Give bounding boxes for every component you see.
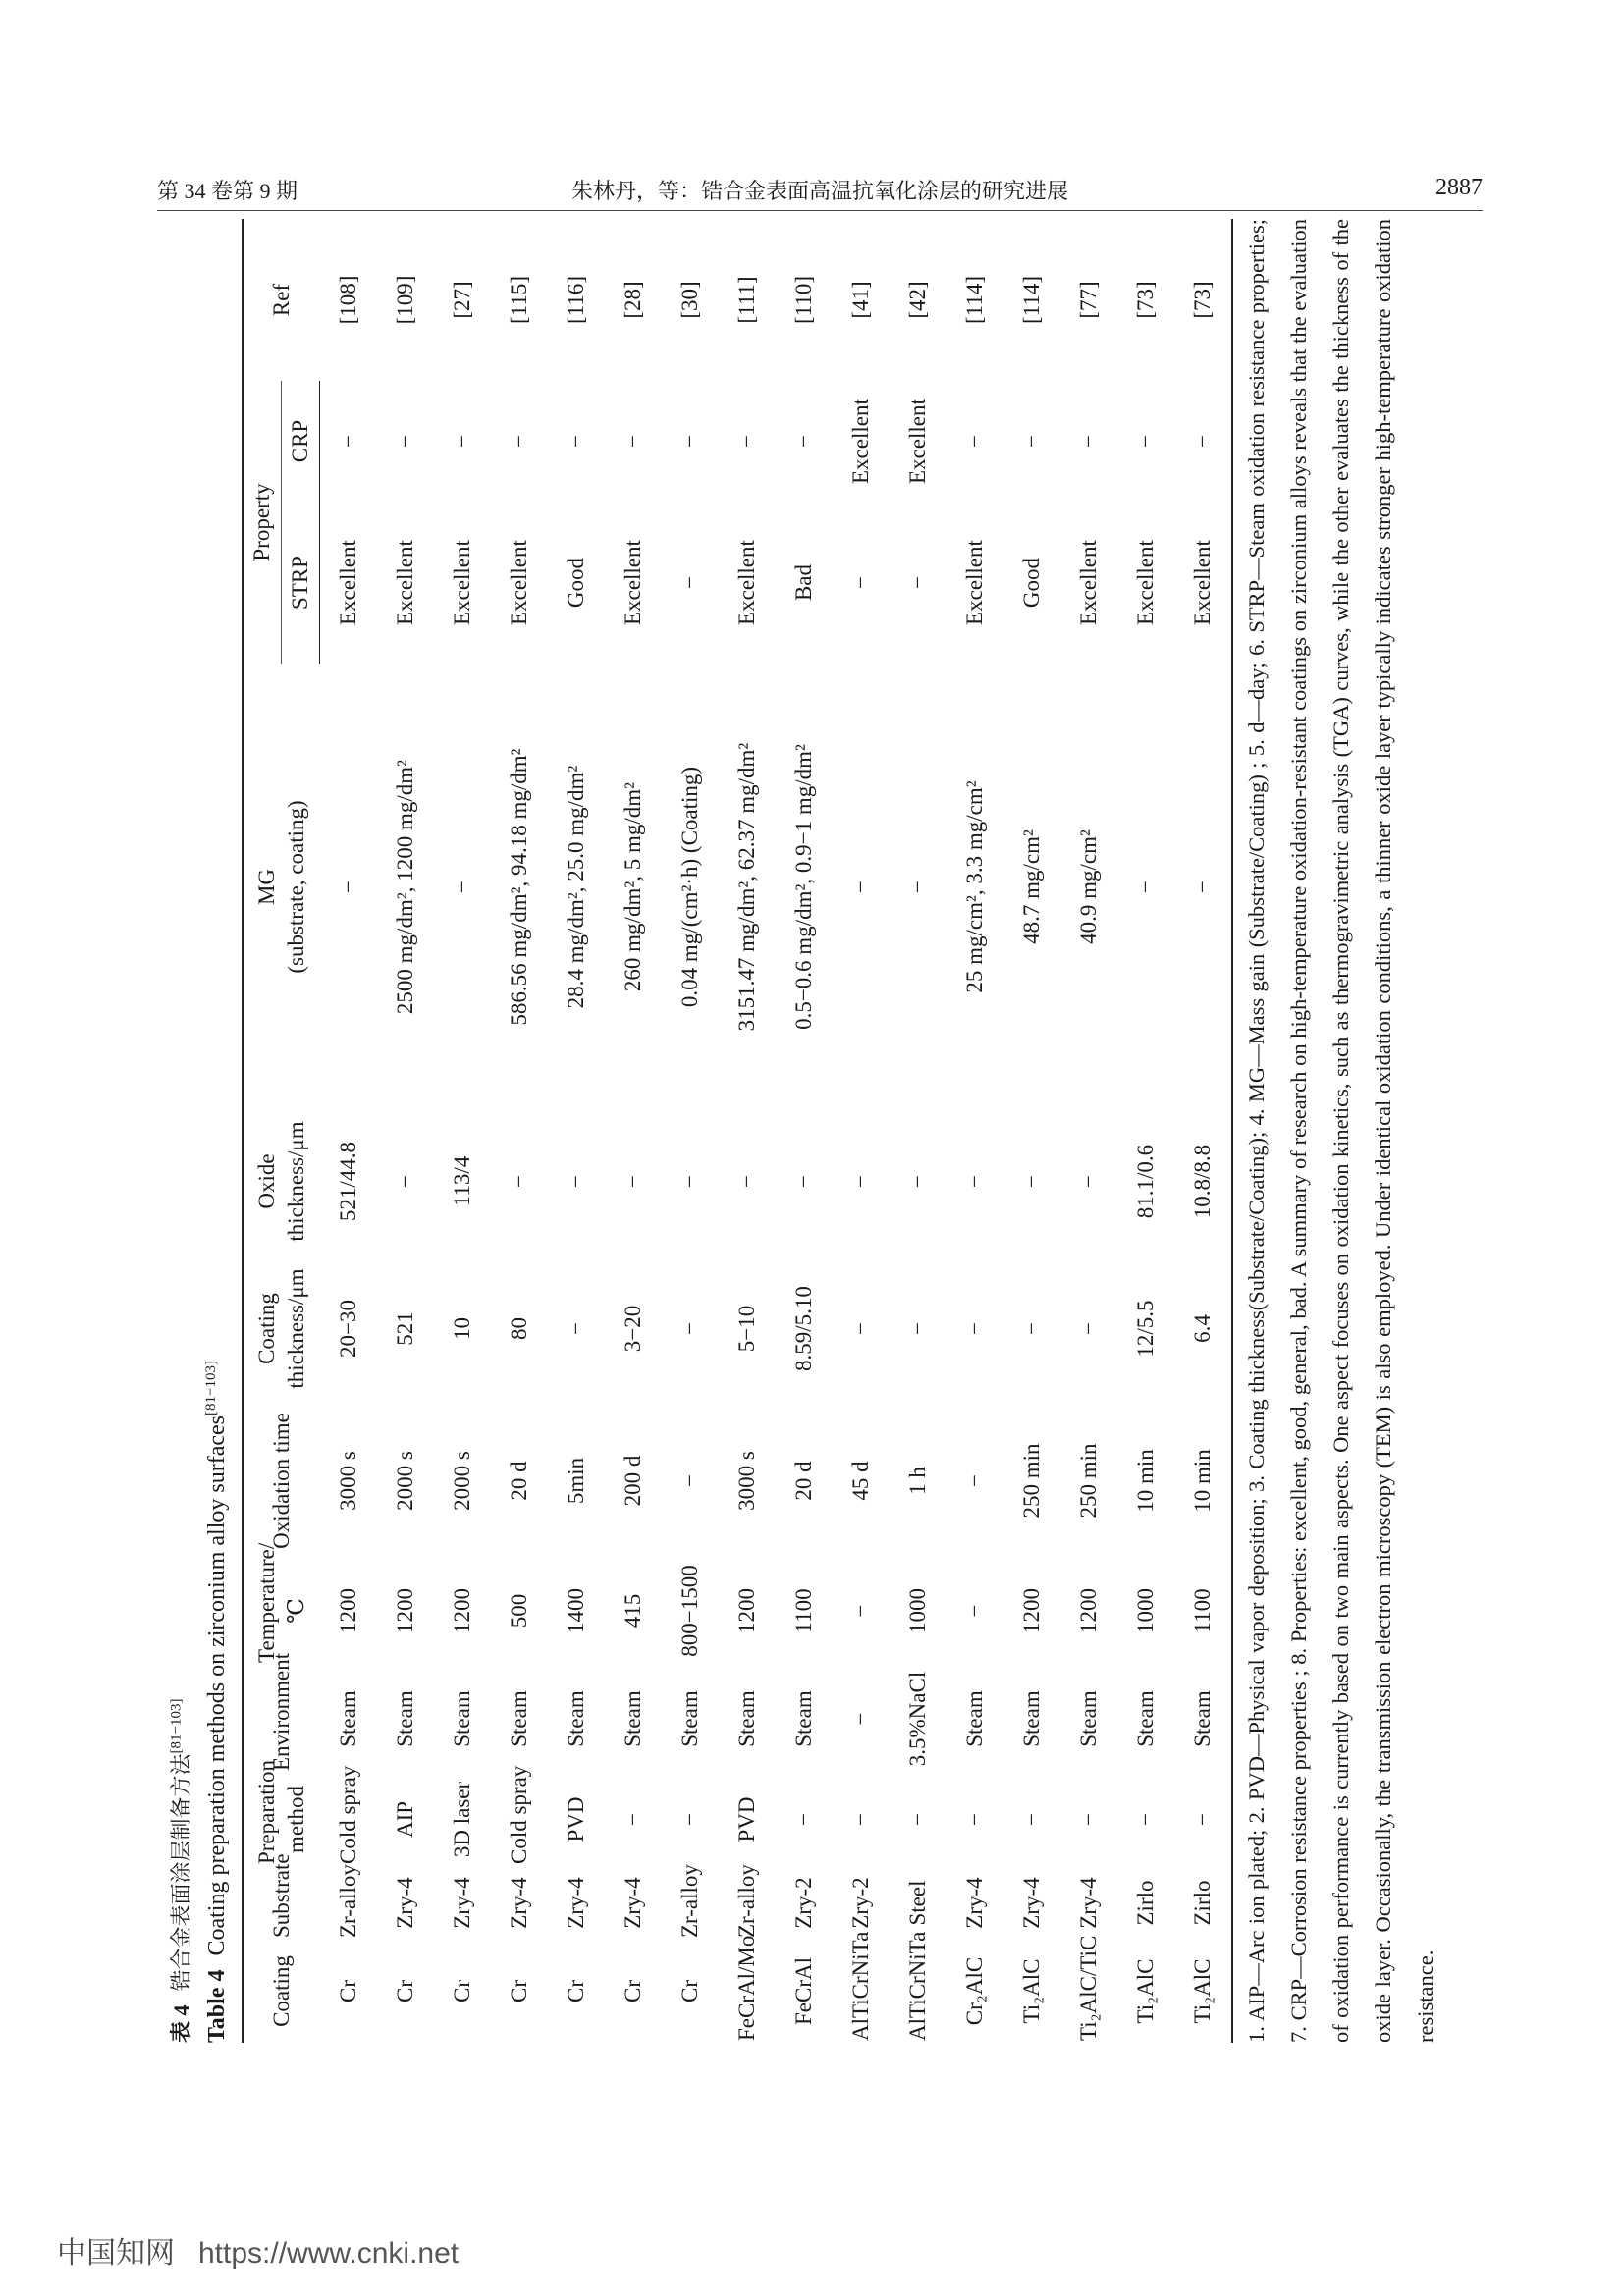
cell-ref: [41]: [848, 281, 873, 319]
cell-ot: 81.1/0.6: [1133, 1144, 1158, 1219]
cell-temp: 1200: [734, 1588, 759, 1633]
table-row: [833, 219, 890, 2043]
coating-table: [242, 219, 1233, 2043]
rotated-table-area: [165, 219, 1458, 2043]
cell-env: Steam: [1076, 1690, 1101, 1747]
cell-temp: −: [848, 1604, 873, 1618]
cell-crp: −: [1174, 381, 1232, 502]
cell-strp: Excellent: [1076, 540, 1101, 625]
cell-strp: Excellent: [336, 540, 360, 625]
cell-ct: 6.4: [1174, 1253, 1232, 1405]
cell-temp: 1200: [450, 1588, 474, 1633]
cell-method: AIP: [393, 1800, 417, 1839]
cell-ot: 113/4: [450, 1155, 474, 1207]
cell-substrate: Zr-alloy: [335, 1864, 360, 1938]
cell-mg: 260 mg/dm², 5 mg/dm²: [621, 781, 645, 992]
col-strp: STRP: [282, 502, 320, 664]
caption-zh-ref: [81−103]: [168, 1698, 185, 1754]
col-coating-thickness: Coating thickness/μm: [243, 1253, 320, 1405]
cell-ot: −: [791, 1175, 816, 1188]
journal-volume: 第 34 卷第 9 期: [157, 179, 298, 203]
cell-ct: 12/5.5: [1133, 1300, 1158, 1358]
cell-strp: Good: [564, 557, 588, 609]
cell-crp: Excellent: [905, 399, 930, 484]
cell-mg: 40.9 mg/cm²: [1076, 829, 1101, 944]
col-ref: Ref: [243, 219, 320, 381]
cell-env: Steam: [335, 1690, 360, 1747]
cell-mg: −: [1133, 881, 1158, 893]
cell-ref: [28]: [621, 281, 645, 319]
cell-temp: 1000: [905, 1588, 930, 1633]
caption-en-label: Table 4: [204, 1969, 230, 2043]
cell-strp: −: [905, 576, 930, 589]
cell-time: 45 d: [848, 1461, 873, 1501]
cell-substrate: Zry-4: [393, 1877, 417, 1929]
cell-ct: 5−10: [734, 1305, 759, 1353]
table-row: [320, 219, 378, 2043]
cell-strp: −: [677, 576, 702, 589]
col-oxidation-time: Oxidation time: [243, 1405, 320, 1557]
col-crp: CRP: [282, 381, 320, 502]
cell-crp: −: [336, 435, 360, 448]
cell-temp: 1200: [1076, 1588, 1101, 1633]
cell-crp: −: [791, 435, 816, 448]
cell-crp: −: [1133, 435, 1158, 448]
cell-env: Steam: [621, 1690, 645, 1747]
cell-ot: −: [1019, 1175, 1044, 1188]
cell-method: Cold spray: [335, 1765, 360, 1864]
table-row: [776, 219, 833, 2043]
cell-temp: 1100: [791, 1588, 816, 1633]
cell-mg: −: [848, 881, 873, 893]
cell-env: Steam: [507, 1690, 531, 1747]
cell-ot: −: [621, 1175, 645, 1188]
cell-crp: −: [1076, 435, 1101, 448]
cell-ref: [109]: [393, 275, 417, 325]
cell-env: Steam: [393, 1690, 417, 1747]
cell-crp: −: [507, 435, 531, 448]
cell-env: −: [848, 1712, 873, 1726]
table-row: [719, 219, 776, 2043]
cell-ref: [116]: [564, 276, 588, 324]
cell-env: Steam: [1174, 1665, 1232, 1773]
cell-crp: −: [677, 435, 702, 448]
cell-strp: Excellent: [1133, 540, 1158, 625]
cell-mg: 3151.47 mg/dm², 62.37 mg/dm²: [734, 742, 759, 1032]
caption-zh-title: 锆合金表面涂层制备方法: [169, 1753, 193, 1992]
cell-ct: 10: [450, 1317, 474, 1340]
cell-time: 10 min: [1133, 1449, 1158, 1513]
cnki-watermark: [57, 2228, 459, 2271]
cell-strp: −: [848, 576, 873, 589]
table-row: [1003, 219, 1060, 2043]
cell-strp: Excellent: [734, 540, 759, 625]
cell-mg: 25 mg/cm², 3.3 mg/cm²: [962, 780, 987, 993]
col-mass-gain: MG (substrate, coating): [243, 664, 320, 1110]
cell-ct: −: [962, 1322, 987, 1335]
cell-time: 3000 s: [335, 1451, 360, 1511]
cell-ct: −: [564, 1322, 588, 1335]
cell-crp: −: [734, 435, 759, 448]
cell-substrate: Zry-2: [848, 1877, 873, 1929]
cell-coating: Cr: [335, 1980, 360, 2002]
cell-method: −: [621, 1813, 645, 1826]
cell-mg: 0.04 mg/(cm²·h) (Coating): [677, 766, 702, 1008]
cell-mg: −: [1174, 664, 1232, 1110]
cell-mg: 48.7 mg/cm²: [1019, 829, 1044, 944]
table-row: [548, 219, 605, 2043]
cell-ct: −: [1019, 1322, 1044, 1335]
cell-method: PVD: [564, 1796, 588, 1842]
cell-ref: [42]: [905, 281, 930, 319]
cell-time: 20 d: [791, 1461, 816, 1501]
table-notes: 1. AIP—Arc ion plated; 2. PVD—Physical vapor deposition; 3. Coating thickness(Substrate/Coating); 4. MG—Mass gain (Substrate/Coating) ; 5. d—day; 6. STRP—Steam oxidation resistance properties; 7. CRP—Corrosion resistance properties ; 8. Properties: excellent, good, general, bad. A summary of research on high-temperature oxidation-resistant coatings on zirconium alloys reveals that the evaluation of oxidation performance is currently based on two main aspects. One aspect focuses on oxidation kinetics, such as thermogravimetric analysis (TGA) curves, while the other evaluates the thickness of the oxide layer. Occasionally, the transmission electron microscopy (TEM) is also employed. Under identical oxidation conditions, a thinner oxide layer typically indicates stronger high-temperature oxidation resistance.: [1244, 219, 1437, 2043]
cell-coating: AlTiCrNiTa: [848, 1931, 873, 2041]
cell-ct: −: [1076, 1322, 1101, 1335]
table-row: [890, 219, 947, 2043]
cell-strp: Excellent: [1174, 502, 1232, 664]
cell-time: −: [962, 1474, 987, 1487]
table-row: [1060, 219, 1117, 2043]
cell-ot: −: [848, 1175, 873, 1188]
caption-en-title: Coating preparation methods on zirconium alloy surfaces: [204, 1415, 230, 1956]
cell-ct: −: [677, 1322, 702, 1335]
cell-substrate: Zry-4: [564, 1877, 588, 1929]
cell-temp: −: [962, 1604, 987, 1618]
cell-ref: [30]: [677, 281, 702, 319]
cell-ot: 10.8/8.8: [1174, 1110, 1232, 1253]
cell-mg: −: [335, 881, 360, 893]
cell-ct: 8.59/5.10: [791, 1286, 816, 1371]
cell-method: 3D laser: [450, 1781, 474, 1858]
cell-ot: −: [564, 1175, 588, 1188]
cell-substrate: Zr-alloy: [677, 1864, 702, 1938]
col-preparation: Preparation method: [243, 1773, 320, 1866]
cell-temp: 415: [621, 1593, 645, 1629]
cell-strp: Excellent: [393, 540, 417, 625]
cell-ref: [110]: [791, 276, 816, 324]
cell-ref: [111]: [734, 276, 759, 324]
cell-strp: Good: [1019, 557, 1044, 609]
cell-time: 10 min: [1174, 1405, 1232, 1557]
cell-crp: −: [564, 435, 588, 448]
cell-method: −: [1174, 1773, 1232, 1866]
cell-time: 250 min: [1076, 1443, 1101, 1519]
cell-crp: −: [450, 435, 474, 448]
cell-coating: FeCrAl/Mo: [734, 1935, 759, 2041]
cell-strp: Excellent: [962, 540, 987, 625]
cell-method: −: [1076, 1813, 1101, 1826]
cell-env: Steam: [450, 1690, 474, 1747]
cell-time: 20 d: [507, 1461, 531, 1501]
table-row: [1117, 219, 1174, 2043]
cell-substrate: Zry-4: [1076, 1877, 1101, 1929]
caption-zh-label: 表 4: [169, 2004, 193, 2043]
cell-crp: −: [962, 435, 987, 448]
cell-env: Steam: [734, 1690, 759, 1747]
cell-ct: 521: [393, 1311, 417, 1346]
cell-ref: [108]: [335, 275, 360, 325]
cell-env: Steam: [1019, 1690, 1044, 1747]
cell-temp: 1000: [1133, 1588, 1158, 1633]
cell-method: −: [962, 1813, 987, 1826]
cell-ref: [114]: [1019, 276, 1044, 324]
cell-ct: 3−20: [621, 1305, 645, 1353]
cell-ot: −: [962, 1175, 987, 1188]
cell-temp: 1200: [335, 1588, 360, 1633]
cell-coating: Ti₂AlC: [1019, 1958, 1044, 2024]
cell-substrate: Zry-4: [507, 1877, 531, 1929]
cell-ref: [114]: [962, 276, 987, 324]
caption-zh: [165, 1699, 195, 2043]
cell-strp: Excellent: [450, 540, 474, 625]
running-header: [157, 175, 1483, 204]
cell-ref: [73]: [1174, 219, 1232, 381]
table-body: [320, 219, 1233, 2043]
table-row: [377, 219, 434, 2043]
cell-temp: 500: [507, 1593, 531, 1629]
cell-time: 2000 s: [450, 1451, 474, 1511]
header-rule: [157, 210, 1483, 211]
table-row: [605, 219, 662, 2043]
cell-crp: −: [621, 435, 645, 448]
cell-method: −: [1019, 1813, 1044, 1826]
cell-substrate: Zirlo: [1133, 1880, 1158, 1926]
cell-ot: −: [507, 1175, 531, 1188]
cell-coating: AlTiCrNiTa: [905, 1931, 930, 2041]
cell-crp: Excellent: [848, 399, 873, 484]
cell-time: 1 h: [905, 1467, 930, 1495]
cell-time: 3000 s: [734, 1451, 759, 1511]
table-row: [1174, 219, 1232, 2043]
table-row: [662, 219, 719, 2043]
cell-ref: [77]: [1076, 281, 1101, 319]
col-temperature: Temperature/ ℃: [243, 1557, 320, 1665]
table-row: [434, 219, 491, 2043]
cell-env: Steam: [1133, 1690, 1158, 1747]
cell-ot: −: [393, 1175, 417, 1188]
cell-temp: 1400: [564, 1588, 588, 1633]
cell-temp: 1200: [393, 1588, 417, 1633]
cell-method: −: [791, 1813, 816, 1826]
cell-env: Steam: [564, 1690, 588, 1747]
cell-time: 250 min: [1019, 1443, 1044, 1519]
cell-temp: 1100: [1174, 1557, 1232, 1665]
col-substrate: Substrate: [243, 1866, 320, 1940]
cell-substrate: Zry-4: [1019, 1877, 1044, 1929]
col-oxide-thickness: Oxide thickness/μm: [243, 1110, 320, 1253]
cell-strp: Bad: [791, 563, 816, 602]
cell-substrate: Zry-2: [791, 1877, 816, 1929]
cell-substrate: Zr-alloy: [734, 1864, 759, 1938]
page-number: 2887: [1435, 175, 1483, 200]
cell-coating: Cr: [393, 1980, 417, 2002]
cell-ot: −: [905, 1175, 930, 1188]
cell-temp: 1200: [1019, 1588, 1044, 1633]
cell-strp: Excellent: [507, 540, 531, 625]
cell-crp: −: [1019, 435, 1044, 448]
cell-substrate: Zry-4: [450, 1877, 474, 1929]
cell-method: Cold spray: [507, 1765, 531, 1864]
cell-substrate: Steel: [905, 1880, 930, 1926]
cell-method: PVD: [734, 1796, 759, 1842]
cell-coating: Ti₂AlC: [1133, 1958, 1158, 2024]
cell-ot: −: [1076, 1175, 1101, 1188]
cell-mg: 28.4 mg/dm², 25.0 mg/dm²: [564, 765, 588, 1009]
cell-ct: −: [905, 1322, 930, 1335]
cell-ref: [115]: [507, 276, 531, 324]
cell-mg: −: [450, 881, 474, 893]
cell-env: Steam: [962, 1690, 987, 1747]
watermark-url: https://www.cnki.net: [198, 2237, 460, 2269]
cell-time: 5min: [564, 1457, 588, 1505]
cell-ot: −: [677, 1175, 702, 1188]
cell-method: −: [677, 1813, 702, 1826]
cell-time: 200 d: [621, 1455, 645, 1507]
header-row: [243, 219, 282, 2043]
table-row: [491, 219, 548, 2043]
cell-coating: Cr: [677, 1980, 702, 2002]
cell-ot: 521/44.8: [335, 1141, 360, 1222]
cell-strp: Excellent: [621, 540, 645, 625]
cell-coating: Cr₂AlC: [962, 1956, 987, 2026]
cell-method: −: [905, 1813, 930, 1826]
running-title: 朱林丹，等：锆合金表面高温抗氧化涂层的研究进展: [570, 179, 1069, 203]
cell-ct: −: [848, 1322, 873, 1335]
col-property: Property: [243, 381, 282, 664]
cell-coating: Cr: [621, 1980, 645, 2002]
cell-mg: 2500 mg/dm², 1200 mg/dm²: [393, 759, 417, 1015]
caption-en-ref: [81−103]: [203, 1361, 219, 1415]
cell-ct: 20−30: [335, 1300, 360, 1358]
col-coating: Coating: [243, 1940, 320, 2043]
cell-substrate: Zry-4: [621, 1877, 645, 1929]
cell-env: Steam: [677, 1690, 702, 1747]
cell-substrate: Zry-4: [962, 1877, 987, 1929]
cell-env: 3.5%NaCl: [905, 1671, 930, 1767]
cell-time: 2000 s: [393, 1451, 417, 1511]
cell-method: −: [1133, 1813, 1158, 1826]
cell-method: −: [848, 1813, 873, 1826]
col-environment: Environment: [243, 1665, 320, 1773]
table-row: [947, 219, 1003, 2043]
cell-mg: 586.56 mg/dm², 94.18 mg/dm²: [507, 748, 531, 1026]
cell-mg: −: [905, 881, 930, 893]
cell-coating: Ti₂AlC/TiC: [1076, 1935, 1101, 2041]
cell-ct: 80: [507, 1317, 531, 1340]
cell-coating: Cr: [507, 1980, 531, 2002]
cell-ot: −: [734, 1175, 759, 1188]
caption-en: [203, 1361, 231, 2043]
cell-ref: [27]: [450, 281, 474, 319]
cell-coating: FeCrAl: [791, 1957, 816, 2025]
cell-substrate: Zirlo: [1174, 1866, 1232, 1940]
cell-temp: 800−1500: [677, 1565, 702, 1657]
cell-coating: Cr: [564, 1980, 588, 2002]
cell-coating: Cr: [450, 1980, 474, 2002]
cell-time: −: [677, 1474, 702, 1487]
cell-coating: Ti₂AlC: [1174, 1940, 1232, 2043]
cell-crp: −: [393, 435, 417, 448]
cell-env: Steam: [791, 1690, 816, 1747]
watermark-brand: 中国知网: [57, 2237, 175, 2269]
cell-ref: [73]: [1133, 281, 1158, 319]
cell-mg: 0.5−0.6 mg/dm², 0.9−1 mg/dm²: [791, 744, 816, 1030]
